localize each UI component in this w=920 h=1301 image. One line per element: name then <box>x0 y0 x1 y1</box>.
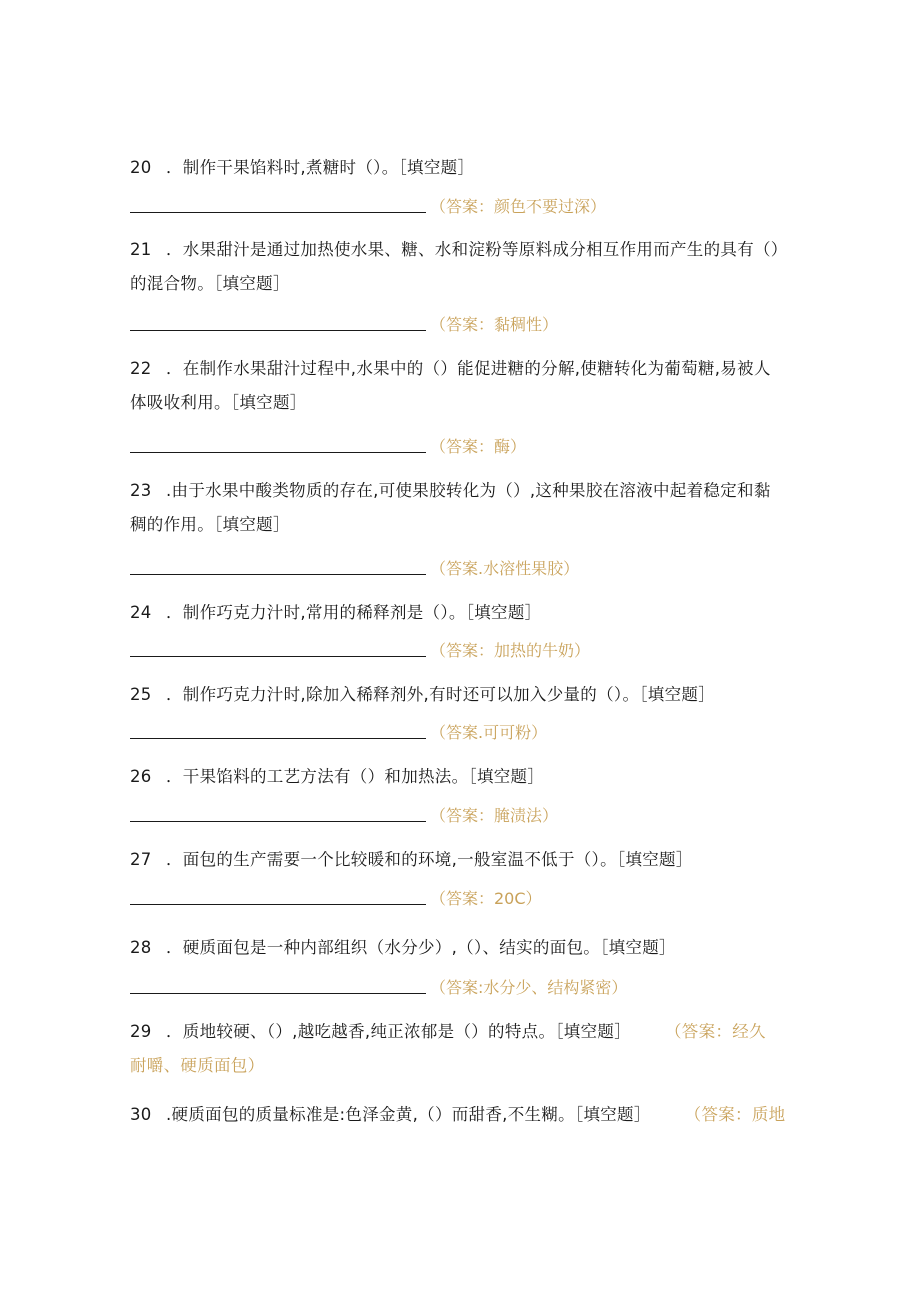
question-number: 26 <box>130 767 152 786</box>
answer-hint: （答案：经久 <box>665 1022 766 1041</box>
answer-blank[interactable] <box>130 976 426 994</box>
question-number: 27 <box>130 850 152 869</box>
answer-hint: （答案：黏稠性） <box>430 315 559 334</box>
answer-hint: （答案：酶） <box>430 437 527 456</box>
question-number: 29 <box>130 1022 152 1041</box>
answer-hint: （答案.可可粉） <box>430 723 548 742</box>
question-27 <box>130 843 790 877</box>
answer-blank[interactable] <box>130 639 426 657</box>
answer-line-25 <box>130 721 790 745</box>
answer-line-28 <box>130 976 790 1000</box>
answer-blank[interactable] <box>130 557 426 575</box>
question-20 <box>130 151 790 185</box>
question-30 <box>130 1098 790 1132</box>
answer-hint: （答案:水分少、结构紧密） <box>430 978 628 997</box>
question-26 <box>130 760 790 794</box>
question-23 <box>130 474 790 542</box>
question-text: ．水果甜汁是通过加热使水果、糖、水和淀粉等原料成分相互作用而产生的具有（） <box>166 240 788 259</box>
answer-blank[interactable] <box>130 887 426 905</box>
answer-line-21 <box>130 313 790 337</box>
answer-hint: （答案：腌渍法） <box>430 806 559 825</box>
question-22 <box>130 352 790 420</box>
question-number: 21 <box>130 240 152 259</box>
question-number: 24 <box>130 603 152 622</box>
answer-blank[interactable] <box>130 721 426 739</box>
question-21 <box>130 233 790 301</box>
answer-line-20 <box>130 195 790 219</box>
question-text: ．制作巧克力汁时,除加入稀释剂外,有时还可以加入少量的（）。［填空题］ <box>166 685 715 704</box>
question-text: ．制作干果馅料时,煮糖时（）。［填空题］ <box>166 158 475 177</box>
question-text-cont: 稠的作用。［填空题］ <box>130 515 290 534</box>
question-text: ．在制作水果甜汁过程中,水果中的（）能促进糖的分解,使糖转化为葡萄糖,易被人 <box>166 359 771 378</box>
answer-hint-cont: 耐嚼、硬质面包） <box>130 1056 265 1075</box>
question-25 <box>130 678 790 712</box>
answer-line-26 <box>130 804 790 828</box>
question-24 <box>130 596 790 630</box>
question-number: 23 <box>130 481 152 500</box>
question-29 <box>130 1015 790 1083</box>
question-text-cont: 体吸收利用。［填空题］ <box>130 393 307 412</box>
answer-hint: （答案：质地 <box>684 1105 786 1124</box>
question-text: ．面包的生产需要一个比较暖和的环境,一般室温不低于（）。［填空题］ <box>166 850 693 869</box>
answer-blank[interactable] <box>130 804 426 822</box>
question-text: ．制作巧克力汁时,常用的稀释剂是（）。［填空题］ <box>166 603 542 622</box>
question-text-cont: 的混合物。［填空题］ <box>130 274 290 293</box>
answer-line-22 <box>130 435 790 459</box>
question-text: ．质地较硬、（）,越吃越香,纯正浓郁是（）的特点。［填空题］ <box>166 1022 631 1041</box>
answer-blank[interactable] <box>130 435 426 453</box>
answer-blank[interactable] <box>130 313 426 331</box>
answer-hint: （答案：颜色不要过深） <box>430 197 607 216</box>
question-number: 20 <box>130 158 152 177</box>
answer-line-27 <box>130 887 790 911</box>
answer-line-24 <box>130 639 790 663</box>
question-text: .硬质面包的质量标准是:色泽金黄,（）而甜香,不生糊。［填空题］ <box>166 1105 651 1124</box>
answer-hint: （答案：20C） <box>430 889 542 908</box>
question-28 <box>130 931 790 965</box>
question-text: .由于水果中酸类物质的存在,可使果胶转化为（）,这种果胶在溶液中起着稳定和黏 <box>166 481 771 500</box>
question-number: 28 <box>130 938 152 957</box>
question-text: ．硬质面包是一种内部组织（水分少）,（）、结实的面包。［填空题］ <box>166 938 676 957</box>
answer-hint: （答案：加热的牛奶） <box>430 641 591 660</box>
answer-hint: （答案.水溶性果胶） <box>430 559 580 578</box>
answer-blank[interactable] <box>130 195 426 213</box>
question-text: ．干果馅料的工艺方法有（）和加热法。［填空题］ <box>166 767 545 786</box>
answer-line-23 <box>130 557 790 581</box>
question-number: 25 <box>130 685 152 704</box>
question-number: 30 <box>130 1105 152 1124</box>
question-number: 22 <box>130 359 152 378</box>
